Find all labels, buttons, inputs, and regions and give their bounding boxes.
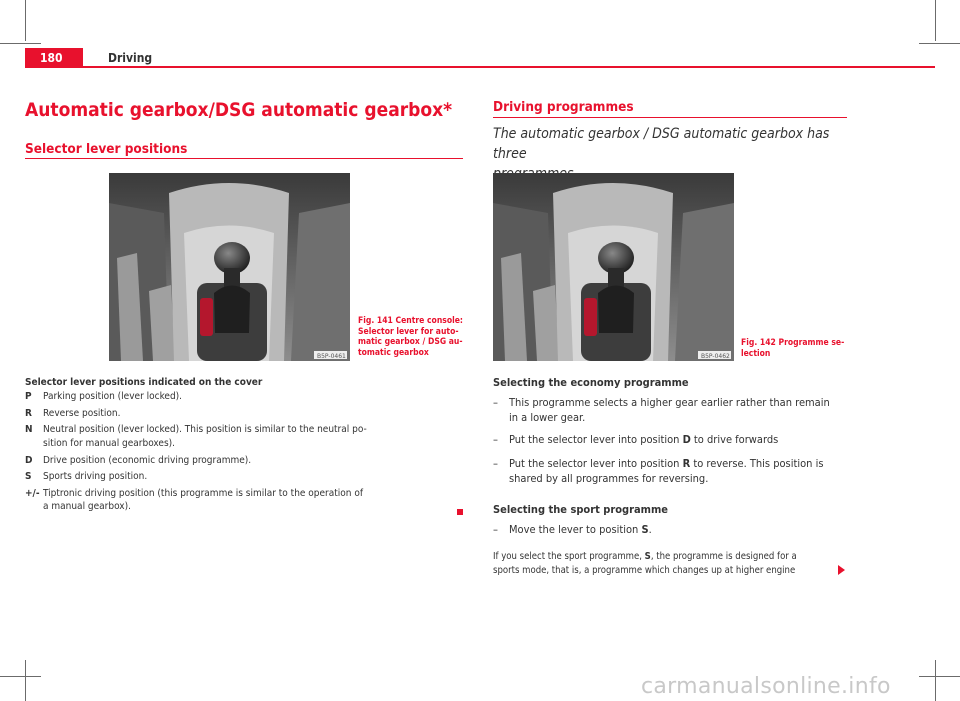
position-key: S: [25, 471, 32, 482]
page-number: 180: [40, 51, 63, 65]
crop-mark: [25, 660, 26, 701]
section-subtitle: Selector lever positions: [25, 141, 188, 157]
position-key: R: [25, 407, 32, 419]
figure-code: B5P-0461: [317, 353, 346, 360]
positions-list: [25, 390, 465, 517]
positions-heading: Selector lever positions indicated on the cover: [25, 377, 263, 388]
crop-mark: [919, 676, 960, 677]
figure-142-caption: Fig. 142 Programme se- lection: [741, 338, 845, 359]
section-subtitle: Driving programmes: [493, 99, 634, 115]
figure-141-gear-selector-image: [109, 173, 350, 361]
crop-mark: [935, 660, 936, 701]
position-row: R Reverse position.: [25, 407, 121, 419]
position-key: +/-: [25, 487, 40, 499]
list-item: – Put the selector lever into position D to drive forwards: [493, 433, 779, 446]
figure-141-caption: Fig. 141 Centre console: Selector lever for auto- matic gearbox / DSG au- tomatic gearbox: [358, 316, 463, 358]
position-key: D: [25, 454, 33, 466]
crop-mark: [919, 43, 960, 44]
list-item: – This programme selects a higher gear earlier rather than remain in a lower gear.: [493, 396, 830, 424]
position-row: +/- Tiptronic driving position (this programme is similar to the operation of a manual gearbox).: [25, 487, 364, 512]
watermark: carmanualsonline.info: [641, 674, 891, 699]
position-key: N: [25, 424, 33, 435]
figure-142-programme-selection-image: [493, 173, 734, 361]
position-key: P: [25, 391, 32, 402]
page-title: Automatic gearbox/DSG automatic gearbox*: [25, 99, 453, 121]
economy-heading: Selecting the economy programme: [493, 376, 689, 389]
position-row: D Drive position (economic driving programme).: [25, 454, 252, 466]
position-row: S Sports driving position.: [25, 471, 148, 482]
position-row: P Parking position (lever locked).: [25, 391, 183, 402]
figure-code: B5P-0462: [701, 353, 730, 360]
intro-text: The automatic gearbox / DSG automatic gearbox has three: [493, 126, 830, 162]
section-end-marker: [457, 509, 463, 515]
list-item: – Put the selector lever into position R to reverse. This position is shared by all programmes for reversing.: [493, 457, 824, 485]
header-rule: [83, 66, 935, 68]
sport-paragraph: If you select the sport programme, S, the programme is designed for a sports mode, that is, a programme which changes up at higher engine: [493, 551, 797, 576]
sport-heading: Selecting the sport programme: [493, 503, 669, 516]
crop-mark: [935, 0, 936, 41]
crop-mark: [25, 0, 26, 41]
crop-mark: [0, 43, 41, 44]
list-item: – Move the lever to position S.: [493, 523, 652, 536]
position-row: N Neutral position (lever locked). This position is similar to the neutral po- sition for manual gearboxes).: [25, 424, 367, 449]
subtitle-rule: [25, 158, 463, 159]
section-title: Driving: [108, 51, 153, 65]
crop-mark: [0, 676, 41, 677]
economy-list: [493, 395, 853, 493]
sport-list: [493, 522, 853, 537]
continue-arrow-icon: [838, 565, 845, 575]
subtitle-rule: [493, 117, 847, 118]
